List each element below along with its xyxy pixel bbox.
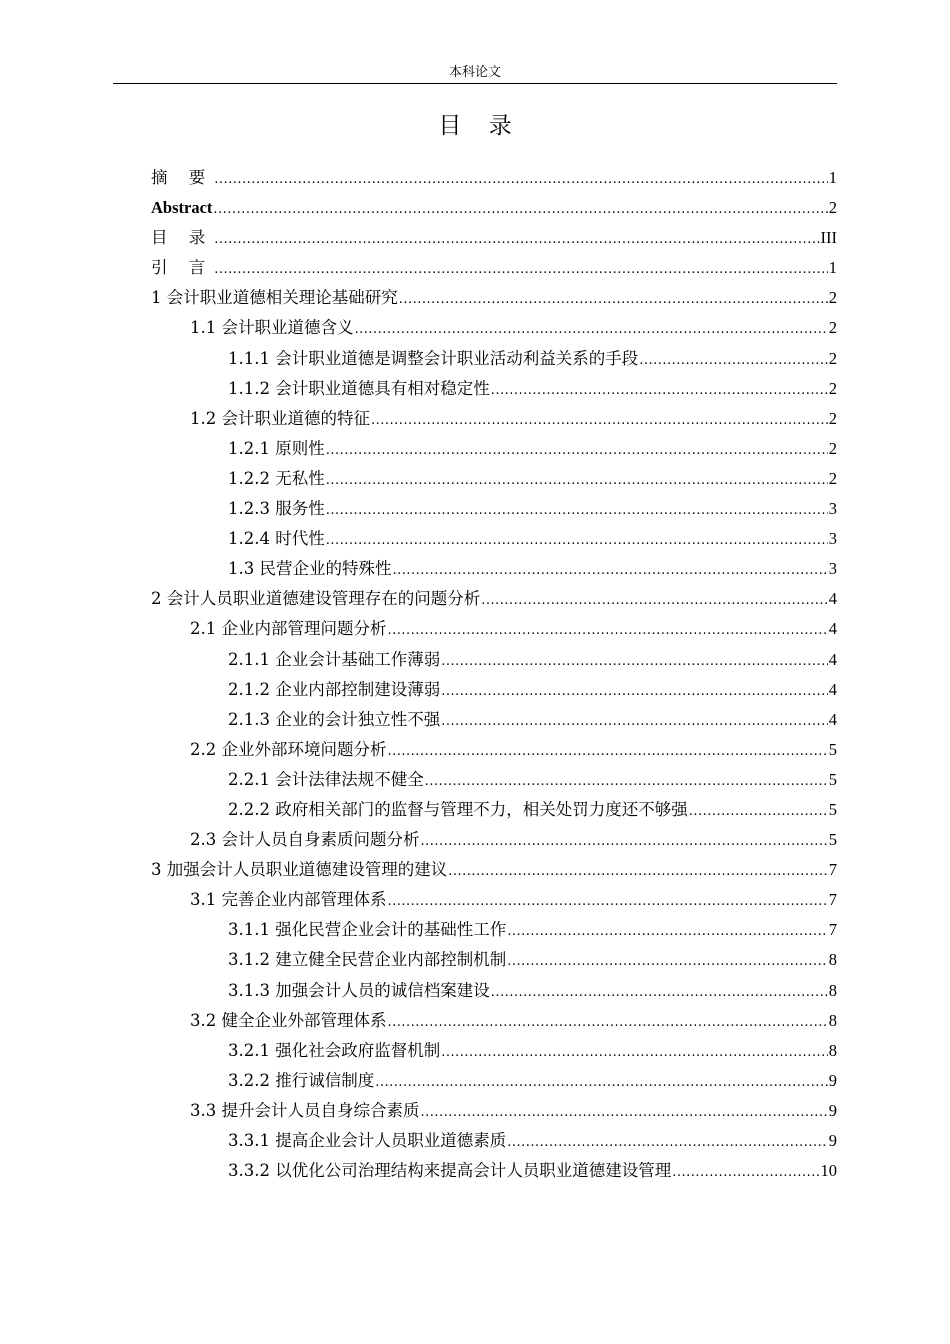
toc-page-number: 7 (828, 890, 837, 910)
toc-page-number: 5 (828, 799, 837, 819)
toc-entry-title: 引 言 (151, 258, 214, 278)
toc-page-number: 2 (828, 438, 837, 458)
toc-page-number: 2 (828, 378, 837, 398)
toc-dot-leader (326, 436, 828, 466)
toc-entry-title: 2 会计人员职业道德建设管理存在的问题分析 (151, 589, 481, 609)
toc-dot-leader (491, 978, 828, 1008)
running-header: 本科论文 (448, 65, 501, 80)
toc-entry-title: 2.2.1 会计法律法规不健全 (228, 769, 424, 789)
toc-entry-title: 3.1.3 加强会计人员的诚信档案建设 (228, 980, 490, 1000)
toc-dot-leader (639, 346, 828, 376)
toc-dot-leader (375, 1068, 828, 1098)
toc-page-number: 4 (828, 679, 837, 699)
toc-entry[interactable] (151, 223, 837, 253)
toc-entry-title: 3.1.1 强化民营企业会计的基础性工作 (228, 920, 507, 940)
toc-entry-title: 目 录 (151, 228, 214, 248)
toc-dot-leader (214, 165, 828, 195)
toc-dot-leader (214, 255, 828, 285)
toc-page-number: 8 (828, 1040, 837, 1060)
toc-page-number: 10 (820, 1161, 837, 1181)
toc-entry-title: 2.1.2 企业内部控制建设薄弱 (228, 679, 441, 699)
toc-entry[interactable] (151, 464, 837, 494)
toc-page-number: 8 (828, 980, 837, 1000)
toc-entry[interactable] (151, 705, 837, 735)
toc-dot-leader (421, 1098, 828, 1128)
toc-page-number: 2 (828, 348, 837, 368)
toc-entry-title: 3.3.1 提高企业会计人员职业道德素质 (228, 1131, 507, 1150)
toc-entry-title: 1.2.1 原则性 (228, 438, 325, 458)
toc-page-number: 3 (828, 499, 837, 519)
toc-entry[interactable] (151, 675, 837, 705)
toc-entry[interactable] (151, 313, 837, 343)
toc-entry-title: 3.2.2 推行诚信制度 (228, 1070, 375, 1090)
toc-dot-leader (507, 1128, 828, 1158)
toc-page-number: 9 (828, 1131, 837, 1150)
toc-entry[interactable] (151, 344, 837, 374)
toc-entry[interactable] (151, 915, 837, 945)
toc-dot-leader (672, 1158, 819, 1188)
toc-entry[interactable] (151, 1096, 837, 1126)
toc-page-number: III (820, 228, 837, 248)
toc-dot-leader (326, 496, 828, 526)
toc-dot-leader (213, 195, 827, 225)
toc-entry[interactable] (151, 945, 837, 975)
toc-entry-title: 3.2.1 强化社会政府监督机制 (228, 1040, 441, 1060)
toc-entry[interactable] (151, 855, 837, 885)
toc-entry-title: 1.1.1 会计职业道德是调整会计职业活动利益关系的手段 (228, 348, 639, 368)
toc-dot-leader (388, 887, 828, 917)
toc-entry-title: 1 会计职业道德相关理论基础研究 (151, 288, 398, 308)
toc-entry-title: 2.2 企业外部环境问题分析 (190, 739, 387, 759)
toc-entry[interactable] (151, 253, 837, 283)
header-rule (113, 83, 837, 84)
toc-entry[interactable] (151, 825, 837, 855)
toc-entry[interactable] (151, 584, 837, 614)
toc-dot-leader (326, 526, 828, 556)
toc-dot-leader (388, 616, 828, 646)
toc-entry-title: 3.3 提升会计人员自身综合素质 (190, 1100, 420, 1120)
toc-entry-title: 2.1.3 企业的会计独立性不强 (228, 709, 441, 729)
toc-entry[interactable] (151, 1066, 837, 1096)
toc-dot-leader (388, 1008, 828, 1038)
toc-page-number: 2 (828, 198, 837, 218)
toc-dot-leader (491, 376, 828, 406)
toc-page-number: 7 (828, 920, 837, 940)
toc-entry[interactable] (151, 1036, 837, 1066)
toc-page-number: 3 (828, 529, 837, 549)
toc-entry[interactable] (151, 1006, 837, 1036)
toc-entry[interactable] (151, 524, 837, 554)
toc-entry[interactable] (151, 554, 837, 584)
toc-entry-title: 1.1.2 会计职业道德具有相对稳定性 (228, 378, 490, 398)
toc-page-number: 9 (828, 1070, 837, 1090)
toc-dot-leader (448, 857, 828, 887)
toc-entry[interactable] (151, 885, 837, 915)
toc-entry[interactable] (151, 795, 837, 825)
toc-page-number: 9 (828, 1100, 837, 1120)
toc-page-number: 7 (828, 860, 837, 880)
toc-entry-title: 2.1.1 企业会计基础工作薄弱 (228, 649, 441, 669)
toc-page-number: 5 (828, 769, 837, 789)
toc-entry[interactable] (151, 434, 837, 464)
toc-entry-title: 2.3 会计人员自身素质问题分析 (190, 830, 420, 850)
toc-dot-leader (326, 466, 828, 496)
toc-page-number: 8 (828, 950, 837, 970)
toc-dot-leader (481, 586, 828, 616)
toc-entry[interactable] (151, 976, 837, 1006)
toc-entry[interactable] (151, 494, 837, 524)
toc-dot-leader (388, 737, 828, 767)
toc-entry-title: 摘 要 (151, 168, 214, 187)
toc-entry-title: 1.2.2 无私性 (228, 468, 325, 488)
toc-dot-leader (399, 285, 828, 315)
toc-entry-title: 2.1 企业内部管理问题分析 (190, 619, 387, 639)
toc-dot-leader (355, 315, 828, 345)
toc-page-number: 4 (828, 619, 837, 639)
toc-dot-leader (421, 827, 828, 857)
toc-page-number: 2 (828, 468, 837, 488)
toc-page-number: 8 (828, 1010, 837, 1030)
toc-entry[interactable] (151, 374, 837, 404)
toc-entry[interactable] (151, 614, 837, 644)
toc-entry[interactable] (151, 404, 837, 434)
toc-entry-title: 2.2.2 政府相关部门的监督与管理不力，相关处罚力度还不够强 (228, 799, 688, 819)
toc-dot-leader (441, 707, 828, 737)
toc-entry-title: 1.3 民营企业的特殊性 (228, 559, 392, 579)
toc-dot-leader (441, 1038, 828, 1068)
toc-entry-title: 1.2.4 时代性 (228, 529, 325, 549)
toc-entry[interactable] (151, 1156, 837, 1186)
toc-page-number: 4 (828, 649, 837, 669)
toc-page-number: 2 (828, 408, 837, 428)
toc-page-number: 1 (828, 258, 837, 278)
toc-entry[interactable] (151, 193, 837, 223)
toc-dot-leader (441, 677, 828, 707)
toc-entry-title: 1.2.3 服务性 (228, 499, 325, 519)
toc-entry[interactable] (151, 283, 837, 313)
toc-page-number: 2 (828, 318, 837, 338)
toc-page-number: 5 (828, 830, 837, 850)
toc-entry-title: 3.3.2 以优化公司治理结构来提高会计人员职业道德建设管理 (228, 1161, 672, 1181)
toc-dot-leader (371, 406, 828, 436)
toc-entry-title: 1.1 会计职业道德含义 (190, 318, 354, 338)
toc-entry-title: 3.1 完善企业内部管理体系 (190, 890, 387, 910)
toc-entry-title: Abstract (151, 198, 213, 218)
toc-entry-title: 1.2 会计职业道德的特征 (190, 408, 370, 428)
toc-page-number: 2 (828, 288, 837, 308)
toc-entry[interactable] (151, 163, 837, 193)
toc-dot-leader (214, 225, 819, 255)
toc-title: 目 录 (438, 113, 522, 139)
toc-entry-title: 3.2 健全企业外部管理体系 (190, 1010, 387, 1030)
table-of-contents (151, 163, 837, 1186)
toc-entry-title: 3 加强会计人员职业道德建设管理的建议 (151, 860, 448, 880)
toc-page-number: 3 (828, 559, 837, 579)
toc-page-number: 1 (828, 168, 837, 187)
toc-dot-leader (393, 556, 828, 586)
toc-dot-leader (507, 917, 828, 947)
toc-dot-leader (507, 947, 828, 977)
toc-page-number: 4 (828, 589, 837, 609)
toc-entry[interactable] (151, 1126, 837, 1156)
toc-dot-leader (689, 797, 828, 827)
toc-dot-leader (425, 767, 828, 797)
toc-page-number: 4 (828, 709, 837, 729)
toc-entry[interactable] (151, 645, 837, 675)
toc-entry[interactable] (151, 765, 837, 795)
toc-entry[interactable] (151, 735, 837, 765)
toc-dot-leader (441, 647, 828, 677)
toc-entry-title: 3.1.2 建立健全民营企业内部控制机制 (228, 950, 507, 970)
toc-page-number: 5 (828, 739, 837, 759)
